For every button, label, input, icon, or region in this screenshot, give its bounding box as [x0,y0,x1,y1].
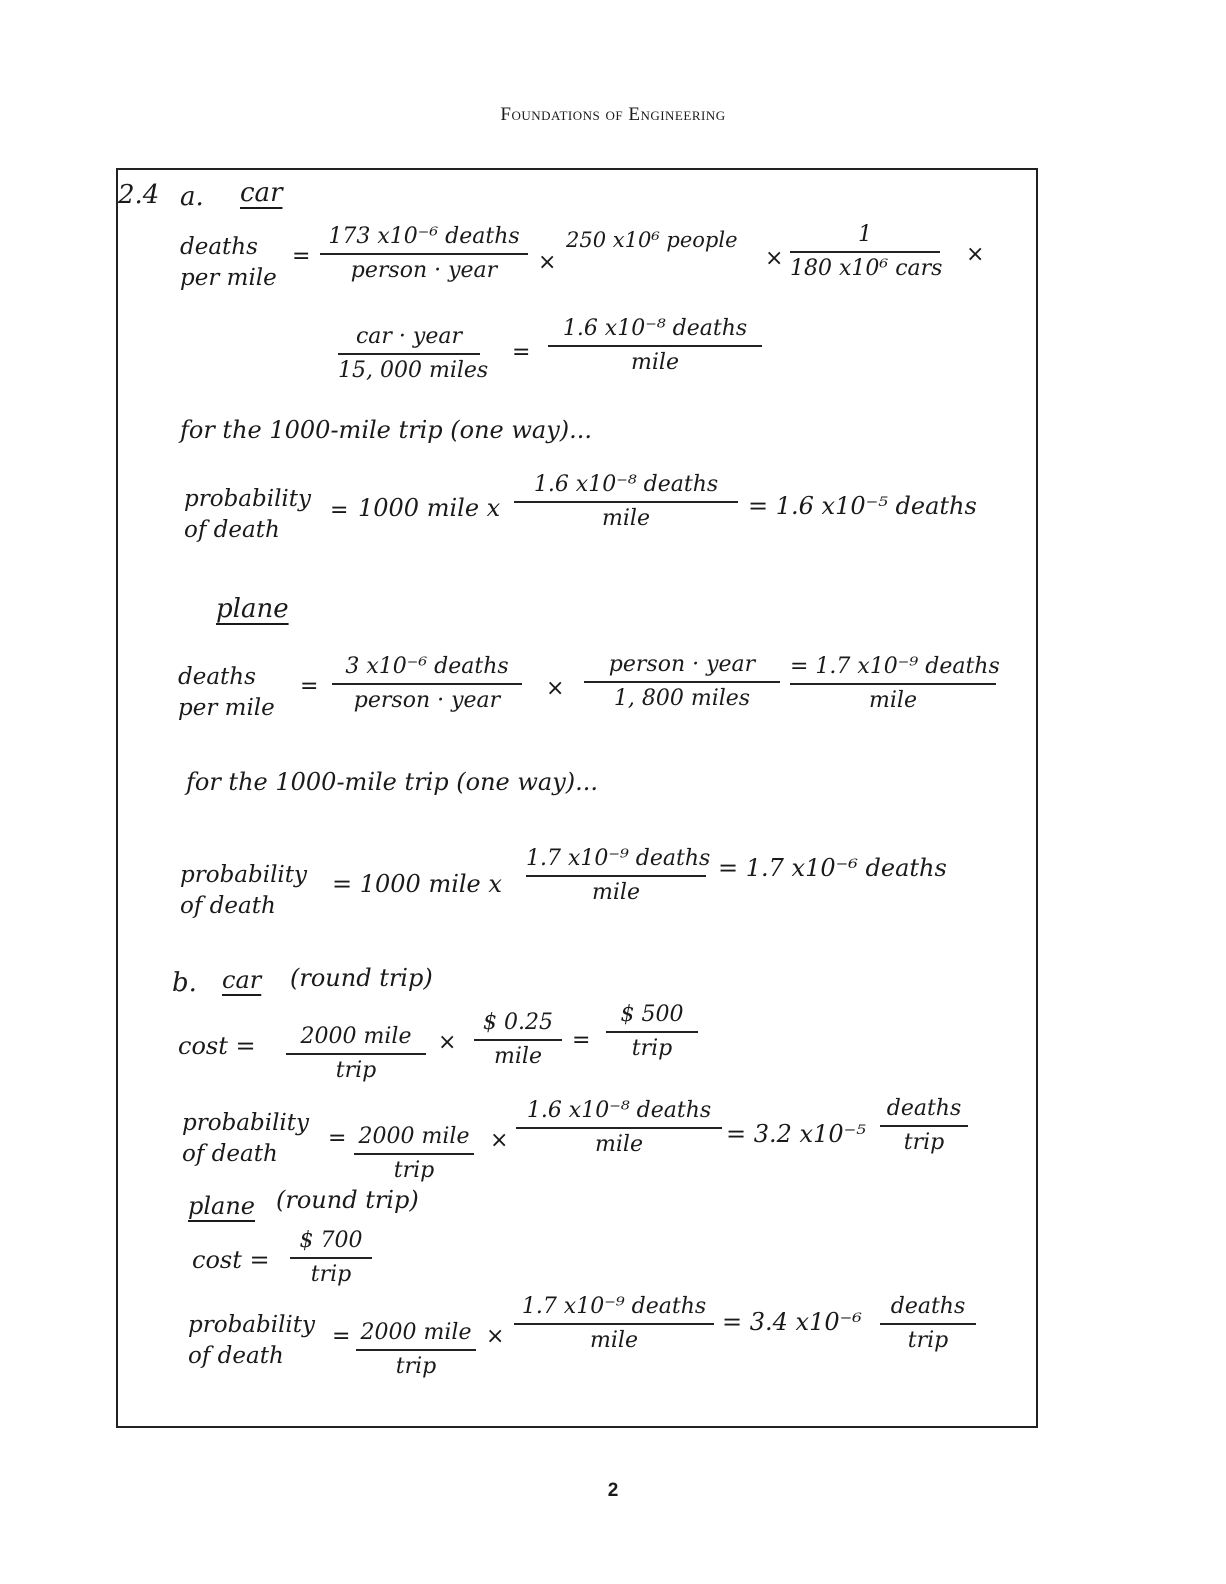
trip-note: for the 1000-mile trip (one way)... [186,768,599,796]
numerator: 1.7 x10⁻⁹ deaths [526,846,711,871]
cost-result [606,1004,698,1060]
car-heading: car [222,966,262,994]
denominator: trip [395,1354,437,1379]
lhs-line-2: of death [182,1141,278,1168]
numerator: 1.6 x10⁻⁸ deaths [533,472,719,497]
fraction-bar [880,1125,968,1127]
numerator: person · year [608,652,756,677]
plane-round-prob-unit [880,1296,976,1352]
denominator: mile [494,1044,542,1069]
deaths-per-mile-label [178,662,275,724]
running-header: Foundations of Engineering [500,104,726,125]
cost-label: cost = [192,1246,270,1274]
times-sign: × [438,1030,457,1055]
fraction-bar [526,875,706,877]
lhs-line-2: of death [184,517,280,544]
denominator: 1, 800 miles [613,686,751,711]
cost-distance [286,1026,426,1082]
fraction-bar [548,345,762,347]
lhs-line-1: deaths [178,664,256,690]
numerator: = 1.7 x10⁻⁹ deaths [790,654,1000,679]
car-round-prob-result: = 3.2 x10⁻⁵ [726,1120,866,1148]
page-number: 2 [607,1480,619,1501]
numerator: $ 0.25 [483,1010,553,1035]
probability-of-death-label [182,1108,309,1170]
probability-of-death-label [188,1310,315,1372]
round-trip-note: (round trip) [290,964,433,992]
equals-sign: = [328,1126,347,1151]
distance-term: = 1000 mile x [332,870,502,898]
equals-sign: = [330,498,349,523]
numerator: 2000 mile [358,1124,470,1149]
denominator: trip [310,1262,352,1287]
plane-round-prob-fraction [514,1296,714,1352]
numerator: 2000 mile [360,1320,472,1345]
deaths-per-mile-label [180,232,277,294]
numerator: 1 [858,222,872,247]
problem-number: 2.4 [118,180,160,210]
fraction-bar [514,1323,714,1325]
numerator: 3 x10⁻⁶ deaths [345,654,509,679]
times-sign: × [966,242,985,267]
lhs-line-2: of death [180,893,276,920]
fraction-bar [474,1039,562,1041]
plane-cost [290,1230,372,1286]
numerator: 1.6 x10⁻⁸ deaths [526,1098,712,1123]
lhs-line-2: per mile [178,695,275,722]
fraction-bar [516,1127,722,1129]
times-sign: × [486,1324,505,1349]
fraction-bar [514,501,738,503]
numerator: $ 700 [299,1228,363,1253]
times-sign: × [546,676,565,701]
trip-note: for the 1000-mile trip (one way)... [180,416,593,444]
car-heading: car [240,178,283,208]
car-prob-fraction [514,474,738,530]
equals-sign: = [572,1028,591,1053]
round-trip-distance [354,1126,474,1182]
numerator: $ 500 [620,1002,684,1027]
part-b-label: b. [172,968,197,998]
denominator: person · year [353,688,501,713]
lhs-line-1: probability [184,486,312,512]
denominator: mile [602,506,650,531]
equals-sign: = [332,1324,351,1349]
fraction-bar [584,681,780,683]
equals-sign: = [300,674,319,699]
denominator: trip [393,1158,435,1183]
plane-prob-fraction [526,846,711,905]
car-fraction-1 [320,226,528,282]
denominator: mile [592,880,640,905]
part-a-label: a. [180,182,204,212]
lhs-line-1: probability [180,862,308,888]
probability-of-death-label [184,484,311,546]
fraction-bar [320,253,528,255]
plane-fraction-2 [584,654,780,710]
car-round-prob-fraction [516,1100,722,1156]
plane-heading: plane [188,1192,256,1220]
fraction-bar [790,251,940,253]
car-prob-result: = 1.6 x10⁻⁵ deaths [748,492,977,520]
lhs-line-1: deaths [180,234,258,260]
round-trip-note: (round trip) [276,1186,419,1214]
distance-term: 1000 mile x [358,494,501,522]
denominator: 180 x10⁶ cars [790,256,943,281]
fraction-bar [790,683,996,685]
fraction-bar [356,1349,476,1351]
times-sign: × [765,246,784,271]
times-sign: × [490,1128,509,1153]
denominator: trip [907,1328,949,1353]
denominator: trip [903,1130,945,1155]
plane-prob-result: = 1.7 x10⁻⁶ deaths [718,854,947,882]
numerator: deaths [886,1096,962,1121]
equals-sign: = [512,340,531,365]
denominator: mile [631,350,679,375]
numerator: 1.6 x10⁻⁸ deaths [562,316,748,341]
fraction-bar [880,1323,976,1325]
numerator: 1.7 x10⁻⁹ deaths [521,1294,707,1319]
fraction-bar [606,1031,698,1033]
plane-fraction-1 [332,656,522,712]
cost-rate [474,1012,562,1068]
fraction-bar [354,1153,474,1155]
plane-heading: plane [216,594,289,624]
denominator: mile [590,1328,638,1353]
lhs-line-1: probability [182,1110,310,1136]
car-round-prob-unit [880,1098,968,1154]
car-rate-result [548,318,762,374]
equals-sign: = [292,244,311,269]
lhs-line-2: of death [188,1343,284,1370]
denominator: mile [869,688,917,713]
fraction-bar [338,353,480,355]
fraction-bar [286,1053,426,1055]
car-fraction-4 [338,324,489,383]
numerator: 173 x10⁻⁶ deaths [328,224,520,249]
denominator: person · year [350,258,498,283]
fraction-bar [290,1257,372,1259]
plane-round-prob-result: = 3.4 x10⁻⁶ [722,1308,862,1336]
fraction-bar [332,683,522,685]
times-sign: × [538,250,557,275]
denominator: trip [335,1058,377,1083]
people-term: 250 x10⁶ people [566,228,738,252]
probability-of-death-label [180,860,307,922]
car-fraction-3 [790,222,943,281]
denominator: trip [631,1036,673,1061]
numerator: deaths [890,1294,966,1319]
round-trip-distance [356,1322,476,1378]
cost-label: cost = [178,1032,256,1060]
denominator: mile [595,1132,643,1157]
denominator: 15, 000 miles [338,358,489,383]
lhs-line-1: probability [188,1312,316,1338]
lhs-line-2: per mile [180,265,277,292]
numerator: 2000 mile [300,1024,412,1049]
numerator: car · year [355,324,462,349]
plane-rate-result [790,654,1000,713]
